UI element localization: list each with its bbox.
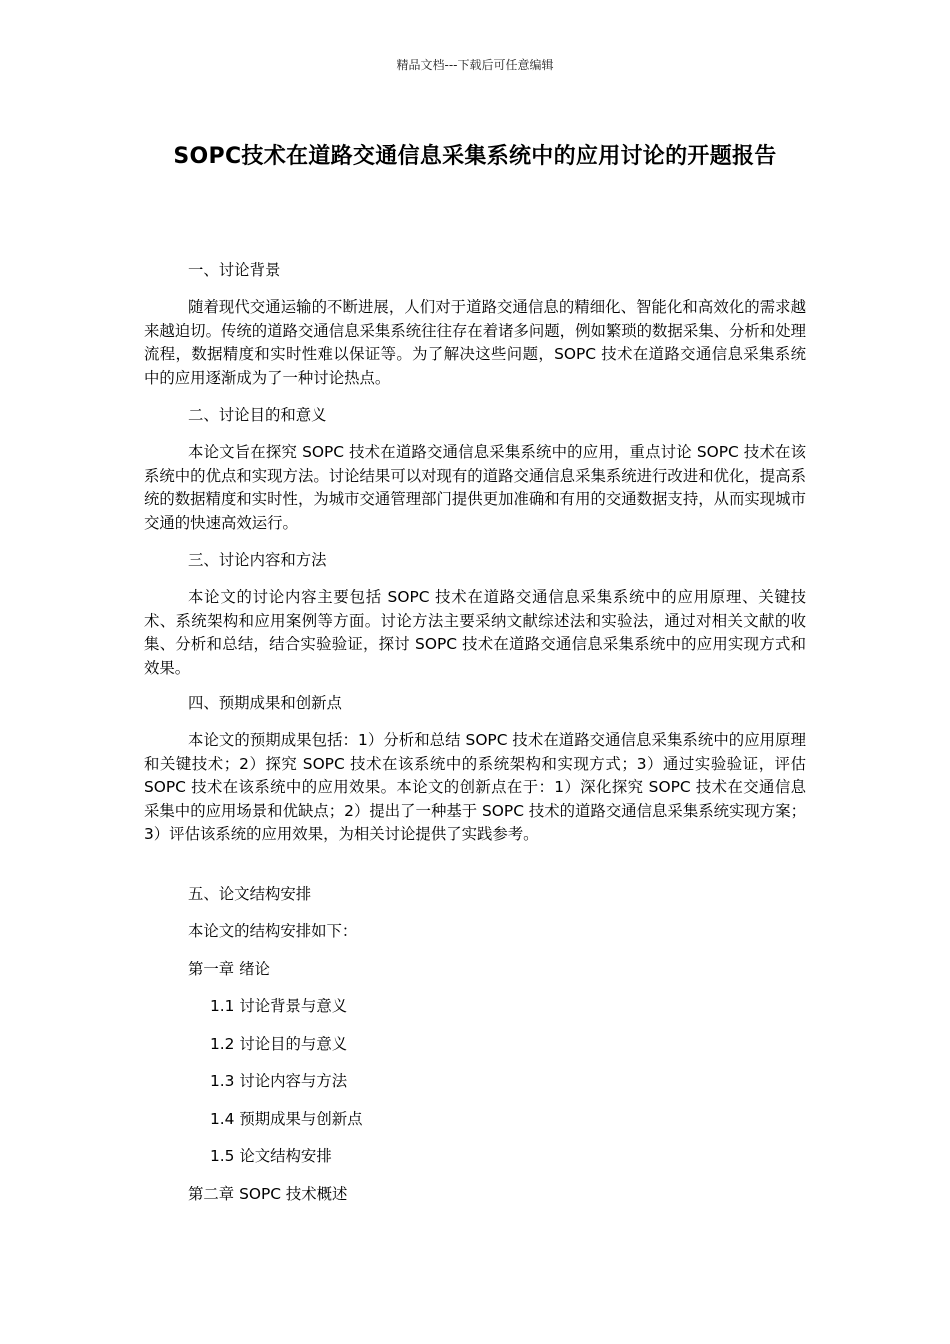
- section-heading-outcomes: 四、预期成果和创新点: [188, 694, 342, 712]
- section-heading-content: 三、讨论内容和方法: [188, 551, 327, 569]
- document-title: SOPC技术在道路交通信息采集系统中的应用讨论的开题报告: [173, 144, 777, 169]
- section-paragraph-purpose: 本论文旨在探究 SOPC 技术在道路交通信息采集系统中的应用，重点讨论 SOPC 技术在该系统中的优点和实现方法。讨论结果可以对现有的道路交通信息采集系统进行改进和优化，提高系统的数据精度和实时性，为城市交通管理部门提供更加准确和有用的交通数据支持，从而实现城市交通的快速高效运行。: [144, 443, 806, 532]
- toc-item: 1.5 论文结构安排: [210, 1147, 332, 1165]
- section-heading-background: 一、讨论背景: [188, 261, 281, 279]
- section-heading-purpose: 二、讨论目的和意义: [188, 406, 327, 424]
- toc-chapter-2: 第二章 SOPC 技术概述: [188, 1185, 348, 1203]
- toc-chapter-1: 第一章 绪论: [188, 960, 270, 978]
- toc-item: 1.4 预期成果与创新点: [210, 1110, 363, 1128]
- section-paragraph-content: 本论文的讨论内容主要包括 SOPC 技术在道路交通信息采集系统中的应用原理、关键技术、系统架构和应用案例等方面。讨论方法主要采纳文献综述法和实验法，通过对相关文献的收集、分析和总结，结合实验验证，探讨 SOPC 技术在道路交通信息采集系统中的应用实现方式和效果。: [144, 588, 806, 677]
- toc-item: 1.2 讨论目的与意义: [210, 1035, 348, 1053]
- section-heading-structure: 五、论文结构安排: [188, 885, 312, 903]
- structure-intro: 本论文的结构安排如下：: [188, 922, 358, 940]
- toc-item: 1.3 讨论内容与方法: [210, 1072, 348, 1090]
- toc-item: 1.1 讨论背景与意义: [210, 997, 348, 1015]
- section-paragraph-outcomes: 本论文的预期成果包括：1）分析和总结 SOPC 技术在道路交通信息采集系统中的应用原理和关键技术；2）探究 SOPC 技术在该系统中的系统架构和实现方式；3）通过实验验证，评估 SOPC 技术在该系统中的应用效果。本论文的创新点在于：1）深化探究 SOPC 技术在交通信息采集中的应用场景和优缺点；2）提出了一种基于 SOPC 技术的道路交通信息采集系统实现方案；3）评估该系统的应用效果，为相关讨论提供了实践参考。: [144, 731, 806, 843]
- section-paragraph-background: 随着现代交通运输的不断进展，人们对于道路交通信息的精细化、智能化和高效化的需求越来越迫切。传统的道路交通信息采集系统往往存在着诸多问题，例如繁琐的数据采集、分析和处理流程，数据精度和实时性难以保证等。为了解决这些问题，SOPC 技术在道路交通信息采集系统中的应用逐渐成为了一种讨论热点。: [144, 298, 806, 387]
- header-note: 精品文档---下载后可任意编辑: [396, 58, 554, 72]
